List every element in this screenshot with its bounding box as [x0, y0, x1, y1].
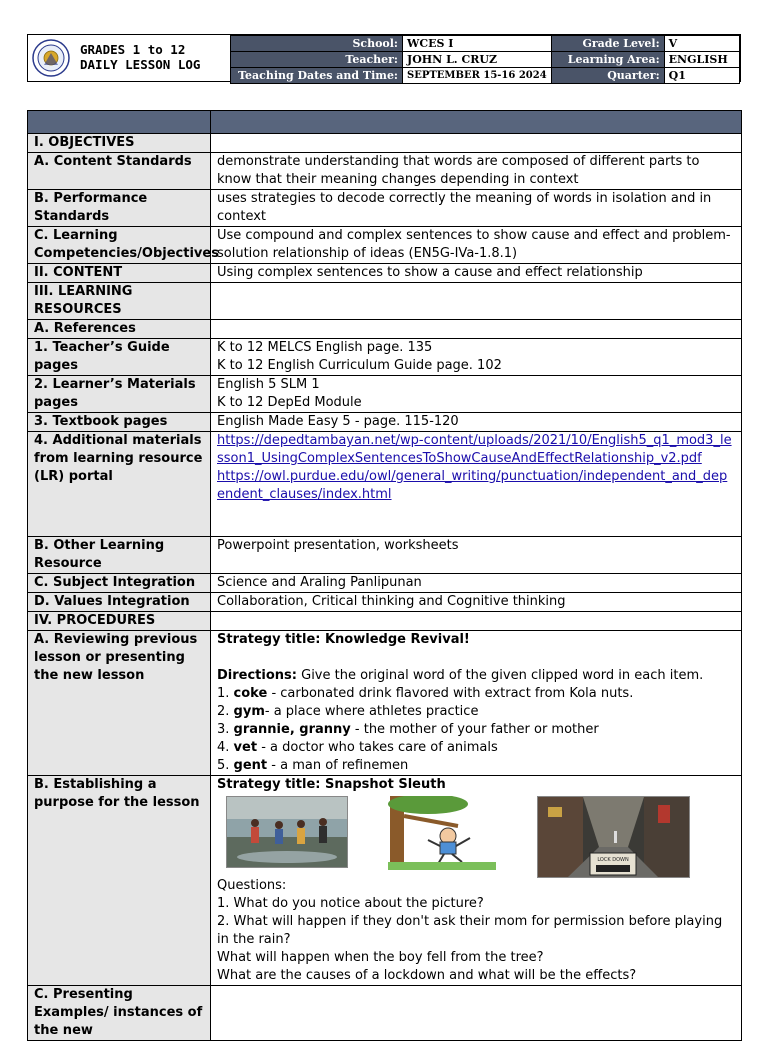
snapshot-pictures [217, 794, 735, 877]
directions-label: Directions: [217, 668, 297, 683]
lesson-log-header [27, 34, 741, 82]
meta-row-teacher [231, 52, 740, 68]
references-heading: A. References [28, 320, 211, 339]
empty-cell [211, 612, 742, 631]
empty-cell [211, 134, 742, 153]
table-row [28, 283, 742, 320]
learning-area-label: Learning Area: [551, 52, 664, 68]
table-row [28, 227, 742, 264]
table-row [28, 776, 742, 986]
table-row [28, 190, 742, 227]
review-lesson-label: A. Reviewing previous lesson or presenting the new lesson [28, 631, 211, 776]
empty-cell [211, 986, 742, 1041]
competencies-value: Use compound and complex sentences to show cause and effect and problem-solution relationship of ideas (EN5G-IVa-1.8.1) [211, 227, 742, 264]
performance-standards-label: B. Performance Standards [28, 190, 211, 227]
empty-cell [211, 320, 742, 339]
content-value: Using complex sentences to show a cause and effect relationship [211, 264, 742, 283]
learners-materials-line-1: English 5 SLM 1 [217, 377, 320, 392]
other-resource-label: B. Other Learning Resource [28, 537, 211, 574]
table-head-cell [28, 111, 211, 134]
table-row [28, 986, 742, 1041]
lesson-table [27, 110, 742, 1041]
meta-row-dates [231, 68, 740, 84]
item-text: - a place where athletes practice [264, 704, 479, 719]
item-number: 3. [217, 722, 234, 737]
purpose-strategy-title: Strategy title: Snapshot Sleuth [217, 777, 446, 792]
item-number: 4. [217, 740, 234, 755]
table-row [28, 376, 742, 413]
objectives-heading: I. OBJECTIVES [28, 134, 211, 153]
table-row [28, 153, 742, 190]
table-row [28, 134, 742, 153]
list-item [217, 685, 735, 703]
header-meta [230, 35, 740, 81]
teachers-guide-label: 1. Teacher’s Guide pages [28, 339, 211, 376]
review-strategy-title: Strategy title: Knowledge Revival! [217, 632, 470, 647]
title-line-1: GRADES 1 to 12 [80, 42, 186, 57]
subject-integration-label: C. Subject Integration [28, 574, 211, 593]
item-text: - a doctor who takes care of animals [257, 740, 498, 755]
content-label: II. CONTENT [28, 264, 211, 283]
question-3: What will happen when the boy fell from the tree? [217, 950, 544, 965]
presenting-examples-label: C. Presenting Examples/ instances of the new [28, 986, 211, 1041]
questions-label: Questions: [217, 878, 287, 893]
question-1: 1. What do you notice about the picture? [217, 896, 484, 911]
children-in-rain-image [226, 796, 348, 868]
other-resource-value: Powerpoint presentation, worksheets [211, 537, 742, 574]
textbook-label: 3. Textbook pages [28, 413, 211, 432]
lockdown-street-image [537, 796, 690, 878]
establishing-purpose-label: B. Establishing a purpose for the lesson [28, 776, 211, 986]
establishing-purpose-content [211, 776, 742, 986]
header-meta-table [230, 35, 740, 84]
learning-area-value: ENGLISH [664, 52, 739, 68]
empty-cell [211, 283, 742, 320]
header-title-block [28, 35, 231, 81]
learning-resources-heading: III. LEARNING RESOURCES [28, 283, 211, 320]
school-value: WCES I [403, 36, 552, 52]
list-item [217, 703, 735, 721]
meta-row-school [231, 36, 740, 52]
review-directions [217, 667, 735, 685]
teaching-dates-value: SEPTEMBER 15-16 2024 [403, 68, 552, 84]
list-item [217, 721, 735, 739]
subject-integration-value: Science and Araling Panlipunan [211, 574, 742, 593]
table-row [28, 537, 742, 574]
content-standards-value: demonstrate understanding that words are composed of different parts to know that their meaning changes depending in context [211, 153, 742, 190]
item-text: - carbonated drink flavored with extract from Kola nuts. [267, 686, 634, 701]
boy-falling-from-tree-image [388, 796, 496, 870]
table-row [28, 612, 742, 631]
lr-portal-link-1[interactable]: https://depedtambayan.net/wp-content/uploads/2021/10/English5_q1_mod3_lesson1_UsingComplexSentencesToShowCauseAndEffectRelationship_v2.pdf [217, 433, 732, 466]
question-4: What are the causes of a lockdown and what will be the effects? [217, 968, 637, 983]
learners-materials-label: 2. Learner’s Materials pages [28, 376, 211, 413]
learners-materials-line-2: K to 12 DepEd Module [217, 395, 362, 410]
table-head-cell [211, 111, 742, 134]
item-word: coke [233, 686, 268, 701]
table-row [28, 320, 742, 339]
table-row [28, 413, 742, 432]
review-lesson-content [211, 631, 742, 776]
teacher-label: Teacher: [231, 52, 403, 68]
list-item [217, 757, 735, 775]
grade-level-value: V [664, 36, 739, 52]
question-2: 2. What will happen if they don't ask their mom for permission before playing in the rain? [217, 914, 723, 947]
table-row [28, 593, 742, 612]
grade-level-label: Grade Level: [551, 36, 664, 52]
values-integration-label: D. Values Integration [28, 593, 211, 612]
quarter-value: Q1 [664, 68, 739, 84]
item-word: vet [233, 740, 258, 755]
header-title [80, 42, 200, 72]
school-label: School: [231, 36, 403, 52]
item-text: - the mother of your father or mother [350, 722, 599, 737]
item-number: 2. [217, 704, 234, 719]
title-line-2: DAILY LESSON LOG [80, 57, 201, 72]
teachers-guide-value [211, 339, 742, 376]
learners-materials-value [211, 376, 742, 413]
item-number: 1. [217, 686, 234, 701]
values-integration-value: Collaboration, Critical thinking and Cognitive thinking [211, 593, 742, 612]
table-head-row [28, 111, 742, 134]
textbook-value: English Made Easy 5 - page. 115-120 [211, 413, 742, 432]
table-row [28, 574, 742, 593]
item-text: - a man of refinemen [267, 758, 409, 773]
item-word: gent [233, 758, 268, 773]
sign-text: LOCK DOWN [597, 857, 629, 863]
competencies-label: C. Learning Competencies/Objectives [28, 227, 211, 264]
deped-seal-icon [32, 39, 70, 77]
directions-text: Give the original word of the given clipped word in each item. [296, 668, 704, 683]
item-number: 5. [217, 758, 234, 773]
table-row [28, 631, 742, 776]
list-item [217, 739, 735, 757]
additional-materials-label: 4. Additional materials from learning resource (LR) portal [28, 432, 211, 537]
teachers-guide-line-1: K to 12 MELCS English page. 135 [217, 340, 433, 355]
quarter-label: Quarter: [551, 68, 664, 84]
item-word: gym [233, 704, 265, 719]
teaching-dates-label: Teaching Dates and Time: [231, 68, 403, 84]
procedures-heading: IV. PROCEDURES [28, 612, 211, 631]
performance-standards-value: uses strategies to decode correctly the meaning of words in isolation and in context [211, 190, 742, 227]
table-row [28, 264, 742, 283]
content-standards-label: A. Content Standards [28, 153, 211, 190]
table-row [28, 339, 742, 376]
spacer [217, 649, 735, 667]
teachers-guide-line-2: K to 12 English Curriculum Guide page. 102 [217, 358, 502, 373]
lr-portal-link-2[interactable]: https://owl.purdue.edu/owl/general_writing/punctuation/independent_and_dependent_clauses/index.html [217, 469, 728, 502]
table-row [28, 432, 742, 537]
teacher-value: JOHN L. CRUZ [403, 52, 552, 68]
additional-materials-value [211, 432, 742, 537]
item-word: grannie, granny [233, 722, 351, 737]
